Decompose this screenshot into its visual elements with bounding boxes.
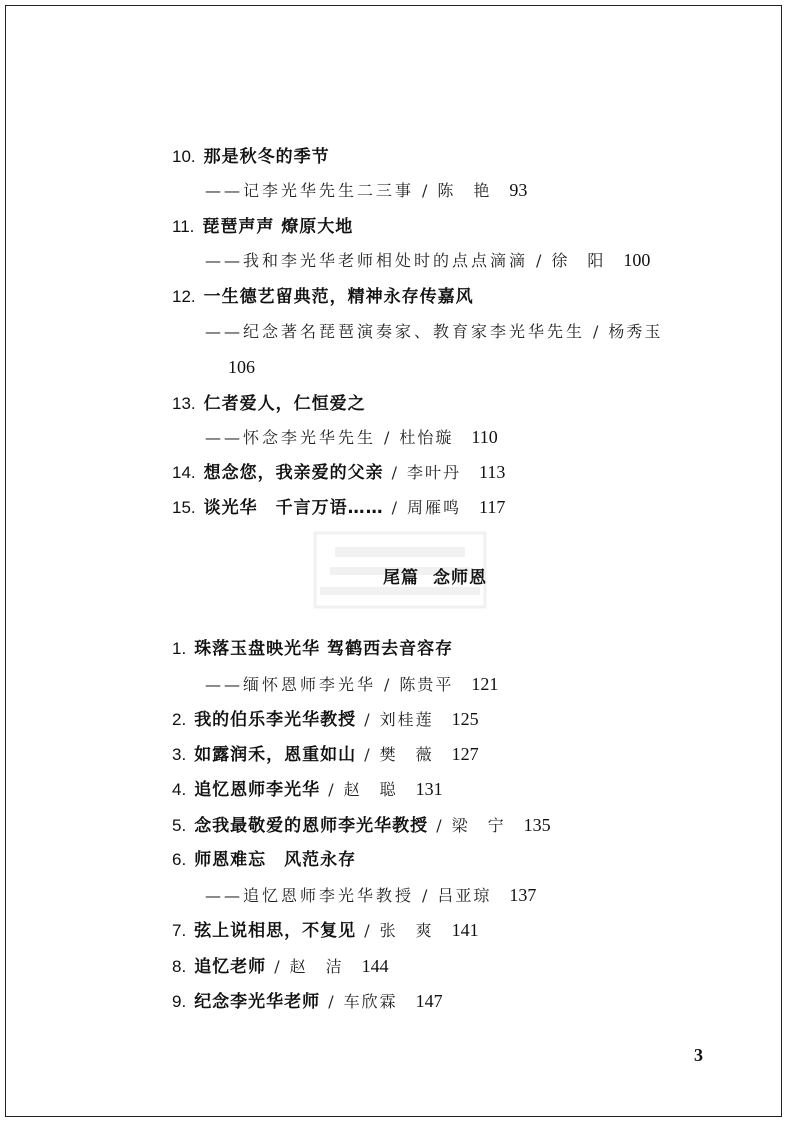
entry-page: 113 (479, 462, 506, 482)
entry-number: 4. (172, 780, 187, 799)
toc-entry (172, 707, 479, 731)
entry-subtitle: ——记李光华先生二三事 (205, 181, 415, 200)
entry-title: 琵琶声声 燎原大地 (202, 217, 354, 237)
separator-slash: / (328, 780, 334, 799)
entry-page: 131 (415, 779, 443, 799)
entry-author: 车欣霖 (343, 992, 398, 1011)
toc-entry (172, 285, 474, 309)
toc-entry (172, 742, 479, 766)
entry-number: 5. (172, 816, 187, 835)
entry-author: 李叶丹 (407, 463, 462, 482)
entry-title: 仁者爱人，仁恒爱之 (203, 394, 366, 414)
entry-title: 追忆恩师李光华 (194, 780, 321, 800)
entry-title: 珠落玉盘映光华 驾鹤西去音容存 (194, 639, 454, 659)
entry-page: 117 (479, 497, 506, 517)
entry-title: 想念您，我亲爱的父亲 (203, 463, 384, 483)
toc-entry (172, 989, 443, 1013)
entry-subtitle: ——我和李光华老师相处时的点点滴滴 (205, 251, 529, 270)
toc-entry (172, 392, 366, 416)
entry-page: 110 (471, 427, 498, 447)
entry-page: 121 (471, 674, 499, 694)
toc-subtitle-line (205, 425, 498, 449)
separator-slash: / (536, 251, 542, 270)
entry-page: 106 (228, 357, 255, 377)
toc-subtitle-line (205, 883, 536, 907)
separator-slash: / (384, 428, 390, 447)
entry-author: 赵 聪 (343, 780, 398, 799)
separator-slash: / (364, 710, 370, 729)
entry-author: 周雁鸣 (407, 498, 462, 517)
entry-number: 10. (172, 147, 196, 166)
section-heading (383, 566, 487, 590)
separator-slash: / (384, 675, 390, 694)
toc-subtitle-line (205, 320, 662, 344)
toc-entry (172, 813, 551, 837)
toc-entry (172, 848, 356, 872)
toc-entry (172, 954, 389, 978)
separator-slash: / (328, 992, 334, 1011)
entry-number: 1. (172, 639, 187, 658)
entry-title: 弦上说相思，不复见 (194, 921, 357, 941)
toc-subtitle-line (205, 178, 527, 202)
entry-page: 100 (623, 250, 651, 270)
section-heading-part1: 尾篇 (383, 568, 419, 588)
entry-author: 梁 宁 (451, 816, 506, 835)
entry-number: 2. (172, 710, 187, 729)
entry-author: 陈 艳 (437, 181, 492, 200)
entry-title: 那是秋冬的季节 (203, 147, 330, 167)
entry-subtitle: ——追忆恩师李光华教授 (205, 886, 415, 905)
toc-page-wrap (228, 355, 255, 379)
entry-author: 樊 薇 (379, 745, 434, 764)
entry-author: 刘桂莲 (379, 710, 434, 729)
entry-subtitle: ——缅怀恩师李光华 (205, 675, 377, 694)
entry-subtitle: ——怀念李光华先生 (205, 428, 377, 447)
section-heading-part2: 念师恩 (433, 568, 487, 588)
entry-number: 14. (172, 463, 196, 482)
entry-subtitle: ——纪念著名琵琶演奏家、教育家李光华先生 (205, 322, 586, 341)
toc-subtitle-line (205, 672, 498, 696)
separator-slash: / (422, 181, 428, 200)
entry-number: 3. (172, 745, 187, 764)
entry-title: 念我最敬爱的恩师李光华教授 (194, 816, 429, 836)
entry-author: 赵 洁 (289, 957, 344, 976)
entry-author: 徐 阳 (551, 251, 606, 270)
entry-number: 7. (172, 921, 187, 940)
entry-author: 杜怡璇 (399, 428, 454, 447)
separator-slash: / (436, 816, 442, 835)
entry-title: 谈光华 千言万语…… (203, 498, 384, 518)
toc-entry (172, 495, 505, 519)
entry-author: 陈贵平 (399, 675, 454, 694)
toc-entry (172, 145, 330, 169)
entry-number: 11. (172, 217, 195, 236)
entry-page: 127 (451, 744, 479, 764)
toc-entry (172, 215, 353, 239)
separator-slash: / (422, 886, 428, 905)
entry-number: 9. (172, 992, 187, 1011)
toc-entry (172, 637, 453, 661)
separator-slash: / (364, 921, 370, 940)
entry-title: 如露润禾，恩重如山 (194, 745, 357, 765)
entry-number: 6. (172, 850, 187, 869)
separator-slash: / (391, 498, 398, 517)
entry-page: 141 (451, 920, 479, 940)
entry-number: 12. (172, 287, 196, 306)
entry-page: 137 (509, 885, 537, 905)
entry-title: 纪念李光华老师 (194, 992, 321, 1012)
separator-slash: / (364, 745, 370, 764)
toc-subtitle-line (205, 248, 650, 272)
separator-slash: / (391, 463, 398, 482)
entry-page: 93 (509, 180, 528, 200)
entry-title: 我的伯乐李光华教授 (194, 710, 357, 730)
separator-slash: / (274, 957, 280, 976)
page-number: 3 (694, 1045, 703, 1065)
entry-title: 追忆老师 (194, 957, 267, 977)
page-border (5, 5, 782, 1117)
entry-author: 吕亚琼 (437, 886, 492, 905)
entry-number: 15. (172, 498, 196, 517)
entry-number: 13. (172, 394, 196, 413)
toc-entry (172, 777, 443, 801)
separator-slash: / (593, 322, 599, 341)
entry-page: 135 (523, 815, 551, 835)
entry-title: 师恩难忘 风范永存 (194, 850, 357, 870)
entry-author: 杨秀玉 (608, 322, 663, 341)
entry-page: 125 (451, 709, 479, 729)
toc-entry (172, 460, 505, 484)
entry-author: 张 爽 (379, 921, 434, 940)
entry-title: 一生德艺留典范，精神永存传嘉风 (203, 287, 474, 307)
entry-number: 8. (172, 957, 187, 976)
entry-page: 144 (361, 956, 389, 976)
toc-entry (172, 918, 479, 942)
entry-page: 147 (415, 991, 443, 1011)
